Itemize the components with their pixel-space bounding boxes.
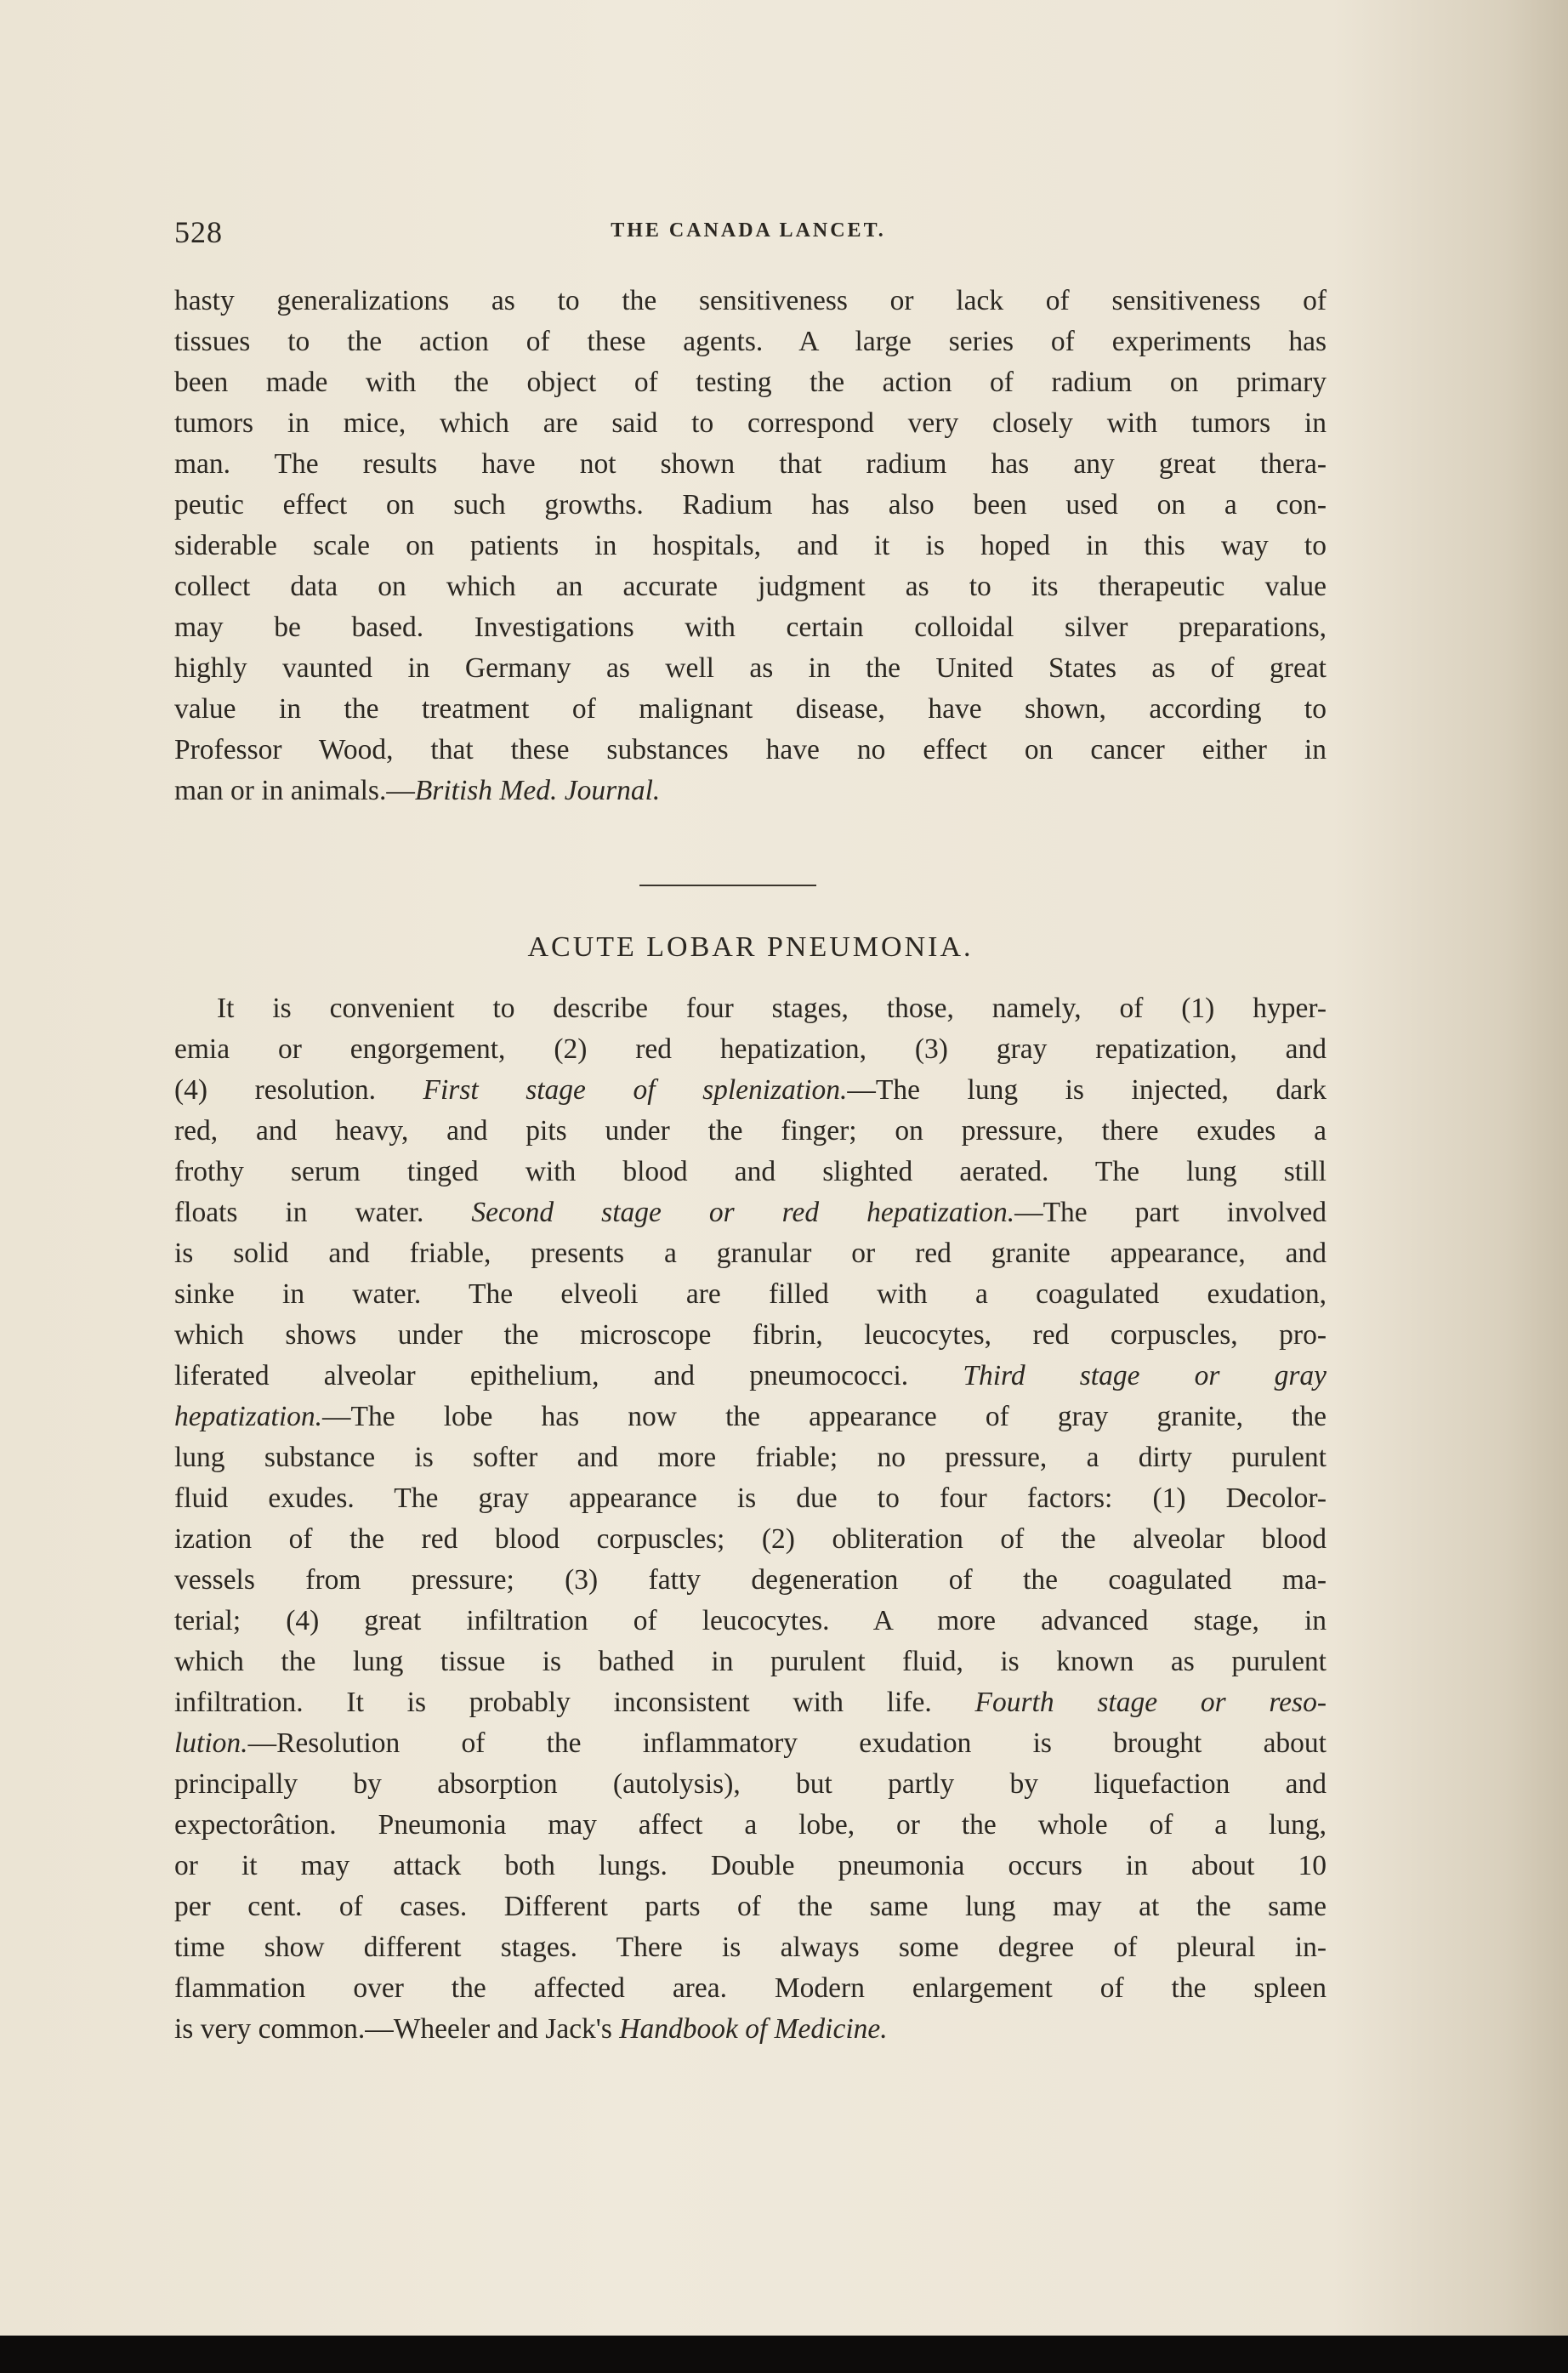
text-line xyxy=(174,2009,1327,2050)
text-line: sinke in water. The elveoli are filled with a coagulated exudation, xyxy=(174,1278,1327,1310)
text-line: fluid exudes. The gray appearance is due to four factors: (1) Decolor- xyxy=(174,1482,1327,1514)
text-line: emia or engorgement, (2) red hepatization, (3) gray repatization, and xyxy=(174,1033,1327,1065)
text-segment: man or in animals.— xyxy=(174,775,415,806)
text-line: frothy serum tinged with blood and slighted aerated. The lung still xyxy=(174,1156,1327,1187)
text-line: time show different stages. There is always some degree of pleural in- xyxy=(174,1932,1327,1963)
text-line xyxy=(174,1723,1327,1764)
text-line: ization of the red blood corpuscles; (2) obliteration of the alveolar blood xyxy=(174,1523,1327,1555)
text-segment: —The lung is injected, dark xyxy=(847,1074,1327,1106)
stage-title: hepatization. xyxy=(174,1401,323,1432)
text-line: peutic effect on such growths. Radium has also been used on a con- xyxy=(174,489,1327,521)
text-segment: floats in water. xyxy=(174,1197,472,1228)
text-segment: —Resolution of the inflammatory exudation is brought about xyxy=(247,1727,1327,1759)
text-line: which the lung tissue is bathed in purulent fluid, is known as purulent xyxy=(174,1646,1327,1677)
source-citation: British Med. Journal. xyxy=(414,775,661,806)
source-citation: Handbook of Medicine. xyxy=(619,2013,888,2045)
text-line: may be based. Investigations with certain colloidal silver preparations, xyxy=(174,612,1327,643)
stage-title: lution. xyxy=(174,1727,248,1759)
page-number: 528 xyxy=(174,215,223,249)
text-line: man. The results have not shown that radium has any great thera- xyxy=(174,448,1327,480)
text-line: value in the treatment of malignant disease, have shown, according to xyxy=(174,693,1327,725)
text-line xyxy=(174,1397,1327,1437)
text-line: tumors in mice, which are said to correspond very closely with tumors in xyxy=(174,407,1327,439)
stage-title: Fourth stage or reso- xyxy=(974,1687,1327,1718)
text-line: siderable scale on patients in hospitals, and it is hoped in this way to xyxy=(174,530,1327,561)
paragraph-radium xyxy=(174,281,1327,811)
paragraph-pneumonia xyxy=(174,988,1327,2050)
text-segment: liferated alveolar epithelium, and pneumococci. xyxy=(174,1360,963,1391)
text-segment: infiltration. It is probably inconsistent with life. xyxy=(174,1687,975,1718)
journal-title: THE CANADA LANCET. xyxy=(611,219,886,242)
text-line: red, and heavy, and pits under the finger; on pressure, there exudes a xyxy=(174,1115,1327,1147)
text-line: or it may attack both lungs. Double pneumonia occurs in about 10 xyxy=(174,1850,1327,1881)
text-line: highly vaunted in Germany as well as in the United States as of great xyxy=(174,652,1327,684)
text-line: is solid and friable, presents a granular or red granite appearance, and xyxy=(174,1238,1327,1269)
section-heading: ACUTE LOBAR PNEUMONIA. xyxy=(527,931,974,963)
stage-title: First stage of splenization. xyxy=(423,1074,848,1106)
text-line: It is convenient to describe four stages, those, namely, of (1) hyper- xyxy=(217,993,1327,1024)
text-line xyxy=(174,1682,1327,1723)
text-line: lung substance is softer and more friable; no pressure, a dirty purulent xyxy=(174,1442,1327,1473)
text-line xyxy=(174,1070,1327,1111)
stage-title: Second stage or red hepatization. xyxy=(471,1197,1015,1228)
text-segment: —The part involved xyxy=(1014,1197,1327,1228)
text-line xyxy=(174,1192,1327,1233)
text-line xyxy=(174,1356,1327,1397)
text-line: expectorâtion. Pneumonia may affect a lobe, or the whole of a lung, xyxy=(174,1809,1327,1841)
text-line: collect data on which an accurate judgment as to its therapeutic value xyxy=(174,571,1327,602)
text-line: been made with the object of testing the action of radium on primary xyxy=(174,367,1327,398)
text-line: flammation over the affected area. Modern enlargement of the spleen xyxy=(174,1972,1327,2004)
scan-edge xyxy=(0,2336,1568,2373)
text-line: principally by absorption (autolysis), but partly by liquefaction and xyxy=(174,1768,1327,1800)
text-segment: (4) resolution. xyxy=(174,1074,423,1106)
text-segment: is very common.—Wheeler and Jack's xyxy=(174,2013,620,2045)
text-line: vessels from pressure; (3) fatty degeneration of the coagulated ma- xyxy=(174,1564,1327,1596)
stage-title: Third stage or gray xyxy=(963,1360,1327,1391)
text-line xyxy=(174,771,1327,811)
running-head xyxy=(174,214,1322,248)
text-line: tissues to the action of these agents. A large series of experiments has xyxy=(174,326,1327,357)
text-line: hasty generalizations as to the sensitiveness or lack of sensitiveness of xyxy=(174,285,1327,316)
section-divider xyxy=(639,885,816,886)
text-line: terial; (4) great infiltration of leucocytes. A more advanced stage, in xyxy=(174,1605,1327,1636)
text-line: which shows under the microscope fibrin, leucocytes, red corpuscles, pro- xyxy=(174,1319,1327,1351)
text-segment: —The lobe has now the appearance of gray granite, the xyxy=(322,1401,1327,1432)
text-line: per cent. of cases. Different parts of the same lung may at the same xyxy=(174,1891,1327,1922)
text-line: Professor Wood, that these substances have no effect on cancer either in xyxy=(174,734,1327,765)
